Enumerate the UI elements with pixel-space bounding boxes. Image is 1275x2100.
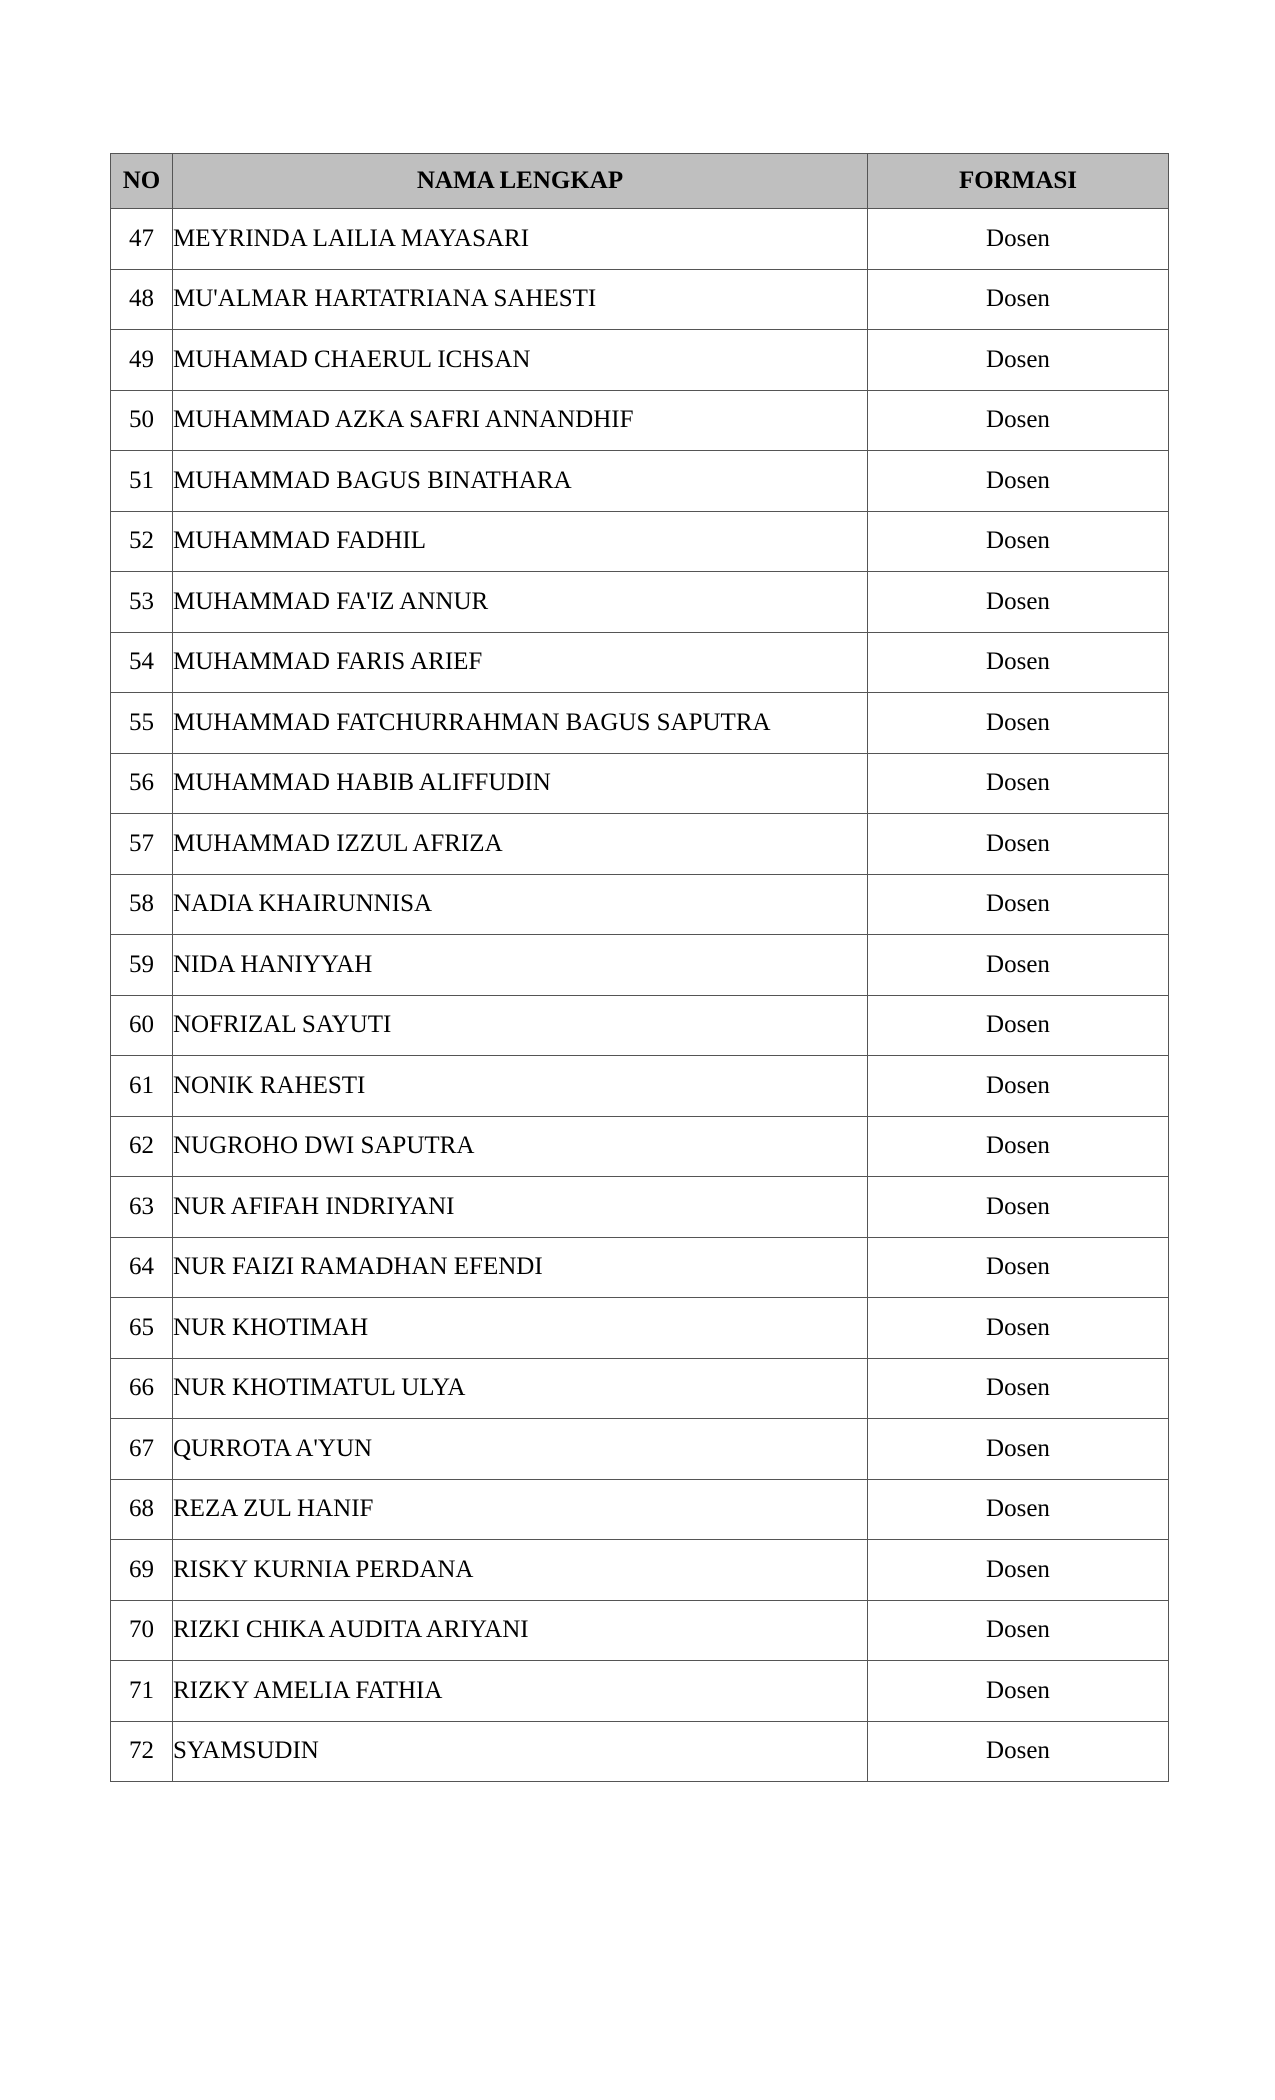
cell-no: 67 [111, 1419, 173, 1480]
cell-name: NIDA HANIYYAH [173, 935, 868, 996]
cell-name: MUHAMMAD FARIS ARIEF [173, 632, 868, 693]
cell-name: MUHAMMAD HABIB ALIFFUDIN [173, 753, 868, 814]
cell-no: 52 [111, 511, 173, 572]
cell-formasi: Dosen [868, 1721, 1169, 1782]
table-row [111, 511, 1169, 572]
cell-name: MUHAMAD CHAERUL ICHSAN [173, 330, 868, 391]
table-row [111, 935, 1169, 996]
cell-formasi: Dosen [868, 1419, 1169, 1480]
cell-no: 54 [111, 632, 173, 693]
cell-formasi: Dosen [868, 1177, 1169, 1238]
cell-formasi: Dosen [868, 1056, 1169, 1117]
cell-no: 69 [111, 1540, 173, 1601]
cell-name: MUHAMMAD FATCHURRAHMAN BAGUS SAPUTRA [173, 693, 868, 754]
table-row [111, 330, 1169, 391]
table-row [111, 1237, 1169, 1298]
table-row [111, 209, 1169, 270]
cell-no: 65 [111, 1298, 173, 1359]
cell-no: 68 [111, 1479, 173, 1540]
cell-name: NADIA KHAIRUNNISA [173, 874, 868, 935]
table-row [111, 753, 1169, 814]
cell-name: NUR KHOTIMATUL ULYA [173, 1358, 868, 1419]
table-row [111, 1419, 1169, 1480]
cell-formasi: Dosen [868, 1540, 1169, 1601]
cell-no: 61 [111, 1056, 173, 1117]
table-row [111, 632, 1169, 693]
cell-name: QURROTA A'YUN [173, 1419, 868, 1480]
table-row [111, 995, 1169, 1056]
table-row [111, 1177, 1169, 1238]
cell-no: 64 [111, 1237, 173, 1298]
table-row [111, 269, 1169, 330]
cell-name: RIZKI CHIKA AUDITA ARIYANI [173, 1600, 868, 1661]
cell-formasi: Dosen [868, 1661, 1169, 1722]
cell-formasi: Dosen [868, 390, 1169, 451]
cell-no: 72 [111, 1721, 173, 1782]
cell-no: 59 [111, 935, 173, 996]
header-nama-lengkap: NAMA LENGKAP [173, 154, 868, 209]
cell-name: MU'ALMAR HARTATRIANA SAHESTI [173, 269, 868, 330]
cell-no: 58 [111, 874, 173, 935]
table-row [111, 1661, 1169, 1722]
header-formasi: FORMASI [868, 154, 1169, 209]
cell-no: 49 [111, 330, 173, 391]
table-row [111, 390, 1169, 451]
cell-name: MUHAMMAD FADHIL [173, 511, 868, 572]
table-row [111, 814, 1169, 875]
cell-formasi: Dosen [868, 814, 1169, 875]
cell-no: 57 [111, 814, 173, 875]
table-row [111, 1540, 1169, 1601]
table-row [111, 693, 1169, 754]
cell-no: 47 [111, 209, 173, 270]
cell-name: RISKY KURNIA PERDANA [173, 1540, 868, 1601]
table-row [111, 1479, 1169, 1540]
cell-formasi: Dosen [868, 269, 1169, 330]
cell-name: MUHAMMAD IZZUL AFRIZA [173, 814, 868, 875]
table-row [111, 1298, 1169, 1359]
cell-formasi: Dosen [868, 632, 1169, 693]
cell-formasi: Dosen [868, 874, 1169, 935]
cell-formasi: Dosen [868, 693, 1169, 754]
cell-no: 56 [111, 753, 173, 814]
table-row [111, 1721, 1169, 1782]
table-row [111, 572, 1169, 633]
cell-name: NONIK RAHESTI [173, 1056, 868, 1117]
cell-name: MUHAMMAD FA'IZ ANNUR [173, 572, 868, 633]
table-row [111, 1358, 1169, 1419]
cell-no: 48 [111, 269, 173, 330]
cell-name: SYAMSUDIN [173, 1721, 868, 1782]
cell-formasi: Dosen [868, 330, 1169, 391]
table-header-row [111, 154, 1169, 209]
cell-no: 53 [111, 572, 173, 633]
cell-name: NUGROHO DWI SAPUTRA [173, 1116, 868, 1177]
cell-name: REZA ZUL HANIF [173, 1479, 868, 1540]
cell-no: 51 [111, 451, 173, 512]
cell-formasi: Dosen [868, 995, 1169, 1056]
cell-name: MUHAMMAD BAGUS BINATHARA [173, 451, 868, 512]
cell-no: 60 [111, 995, 173, 1056]
cell-formasi: Dosen [868, 511, 1169, 572]
cell-formasi: Dosen [868, 935, 1169, 996]
cell-formasi: Dosen [868, 1600, 1169, 1661]
cell-name: NUR FAIZI RAMADHAN EFENDI [173, 1237, 868, 1298]
cell-no: 62 [111, 1116, 173, 1177]
cell-no: 63 [111, 1177, 173, 1238]
cell-formasi: Dosen [868, 1358, 1169, 1419]
cell-formasi: Dosen [868, 753, 1169, 814]
cell-no: 71 [111, 1661, 173, 1722]
cell-name: MEYRINDA LAILIA MAYASARI [173, 209, 868, 270]
cell-formasi: Dosen [868, 451, 1169, 512]
table-row [111, 874, 1169, 935]
table-row [111, 1056, 1169, 1117]
cell-no: 50 [111, 390, 173, 451]
table-row [111, 1600, 1169, 1661]
cell-no: 55 [111, 693, 173, 754]
cell-formasi: Dosen [868, 572, 1169, 633]
header-no: NO [111, 154, 173, 209]
cell-formasi: Dosen [868, 1479, 1169, 1540]
cell-formasi: Dosen [868, 1237, 1169, 1298]
cell-no: 66 [111, 1358, 173, 1419]
table-row [111, 1116, 1169, 1177]
table-row [111, 451, 1169, 512]
participant-table [110, 153, 1169, 1782]
cell-name: RIZKY AMELIA FATHIA [173, 1661, 868, 1722]
cell-formasi: Dosen [868, 1298, 1169, 1359]
cell-formasi: Dosen [868, 209, 1169, 270]
cell-formasi: Dosen [868, 1116, 1169, 1177]
cell-no: 70 [111, 1600, 173, 1661]
cell-name: NUR KHOTIMAH [173, 1298, 868, 1359]
cell-name: NUR AFIFAH INDRIYANI [173, 1177, 868, 1238]
cell-name: MUHAMMAD AZKA SAFRI ANNANDHIF [173, 390, 868, 451]
cell-name: NOFRIZAL SAYUTI [173, 995, 868, 1056]
